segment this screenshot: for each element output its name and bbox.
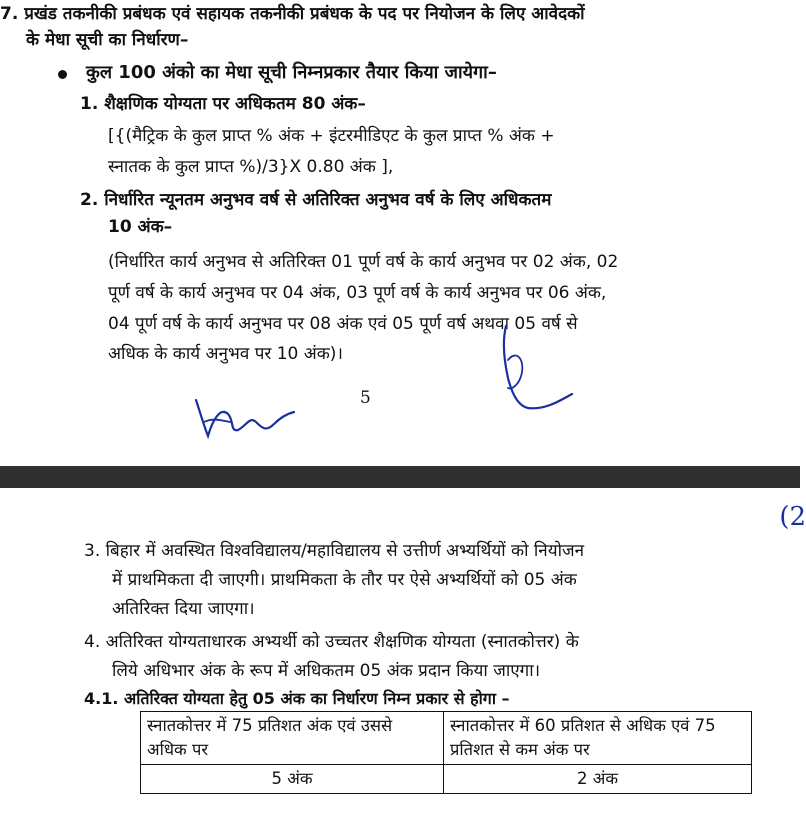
- item-2-line4: अधिक के कार्य अनुभव पर 10 अंक)।: [108, 344, 343, 364]
- table-header-cell: स्नातकोत्तर में 60 प्रतिशत से अधिक एवं 75 प्रतिशत से कम अंक पर: [444, 712, 752, 765]
- item-4-line1: 4. अतिरिक्त योग्यताधारक अभ्यर्थी को उच्चतर शैक्षणिक योग्यता (स्नातकोत्तर) के: [84, 632, 579, 652]
- table-row: [141, 712, 752, 765]
- bullet-dot-icon: [58, 70, 67, 79]
- item-2-line1: (निर्धारित कार्य अनुभव से अतिरिक्त 01 पूर्ण वर्ष के कार्य अनुभव पर 02 अंक, 02: [108, 252, 619, 272]
- section-7-heading-line1: 7. प्रखंड तकनीकी प्रबंधक एवं सहायक तकनीकी प्रबंधक के पद पर नियोजन के लिए आवेदकों: [0, 4, 585, 24]
- item-2-line3: 04 पूर्ण वर्ष के कार्य अनुभव पर 08 अंक एवं 05 पूर्ण वर्ष अथवा 05 वर्ष से: [108, 314, 578, 334]
- item-1-formula-line1: [{(मैट्रिक के कुल प्राप्त % अंक + इंटरमीडिएट के कुल प्राप्त % अंक +: [108, 126, 555, 146]
- table-value-cell: 2 अंक: [444, 764, 752, 793]
- item-1-title: 1. शैक्षणिक योग्यता पर अधिकतम 80 अंक–: [80, 94, 366, 114]
- table-value-cell: 5 अंक: [141, 764, 444, 793]
- item-3-line3: अतिरिक्त दिया जाएगा।: [112, 599, 255, 619]
- item-4-1-title: 4.1. अतिरिक्त योग्यता हेतु 05 अंक का निर्धारण निम्न प्रकार से होगा –: [84, 689, 510, 708]
- item-3-line1: 3. बिहार में अवस्थित विश्वविद्यालय/महाविद्यालय से उत्तीर्ण अभ्यर्थियों को नियोजन: [84, 541, 585, 561]
- table-header-cell: स्नातकोत्तर में 75 प्रतिशत अंक एवं उससे अधिक पर: [141, 712, 444, 765]
- corner-handwritten-note: [779, 502, 806, 532]
- page-number: 5: [360, 388, 371, 408]
- item-2-title-line2: 10 अंक–: [108, 217, 173, 237]
- marks-table: [140, 711, 752, 794]
- item-1-formula-line2: स्नातक के कुल प्राप्त %)/3}X 0.80 अंक ],: [108, 157, 394, 177]
- section-7-heading-line2: के मेधा सूची का निर्धारण–: [26, 30, 189, 50]
- item-4-line2: लिये अधिभार अंक के रूप में अधिकतम 05 अंक प्रदान किया जाएगा।: [112, 661, 541, 681]
- item-2-title-line1: 2. निर्धारित न्यूनतम अनुभव वर्ष से अतिरिक्त अनुभव वर्ष के लिए अधिकतम: [80, 190, 552, 210]
- item-2-line2: पूर्ण वर्ष के कार्य अनुभव पर 04 अंक, 03 पूर्ण वर्ष के कार्य अनुभव पर 06 अंक,: [108, 283, 607, 303]
- corner-note-text: (2: [779, 502, 806, 532]
- item-3-line2: में प्राथमिकता दी जाएगी। प्राथमिकता के तौर पर ऐसे अभ्यर्थियों को 05 अंक: [112, 570, 577, 590]
- table-row: [141, 764, 752, 793]
- signature-left-icon: [190, 392, 300, 442]
- page-separator: [0, 466, 800, 488]
- bullet-text: कुल 100 अंको का मेधा सूची निम्नप्रकार तैयार किया जायेगा–: [86, 62, 497, 83]
- signature-right-icon: [488, 320, 588, 420]
